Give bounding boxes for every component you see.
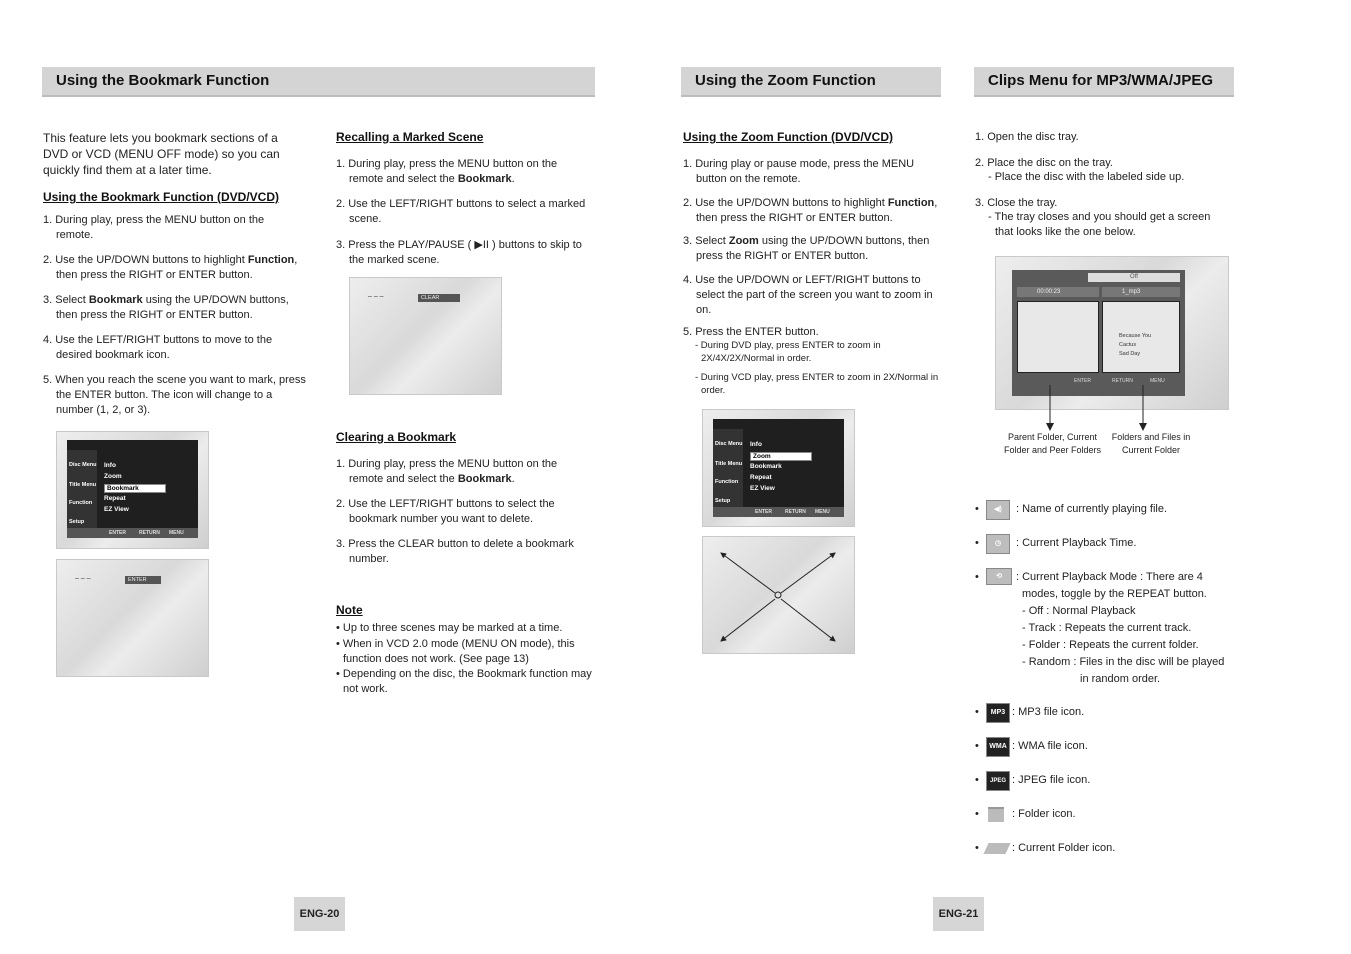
clips-step-1: 1. Open the disc tray. xyxy=(975,131,1079,143)
zoom-area-screenshot xyxy=(702,536,855,654)
file-item-2[interactable]: Cactus xyxy=(1119,342,1137,348)
clear-step-1: 1. During play, press the MENU button on the remote and select the Bookmark. xyxy=(336,458,558,485)
mode-folder: - Folder : Repeats the current folder. xyxy=(1022,639,1199,651)
zoom-subheading: Using the Zoom Function (DVD/VCD) xyxy=(683,130,893,144)
zoom-menu-screenshot xyxy=(702,409,855,527)
legend-repeat: : Current Playback Mode : There are 4 modes, toggle by the REPEAT button. xyxy=(1016,571,1207,600)
page-number-left: ENG-20 xyxy=(294,897,345,931)
menu-side-function: Function xyxy=(69,500,93,506)
zoom-menu-item-bookmark[interactable]: Bookmark xyxy=(750,463,782,470)
bullet: • xyxy=(975,503,979,515)
zoom-step-2: 2. Use the UP/DOWN buttons to highlight Function, then press the RIGHT or ENTER button. xyxy=(683,197,938,224)
bullet: • xyxy=(975,537,979,549)
file-item-1[interactable]: Because You xyxy=(1119,333,1152,339)
zoom-note-vcd: - During VCD play, press ENTER to zoom in 2X/Normal in order. xyxy=(695,372,939,396)
mp3-icon: MP3 xyxy=(986,703,1010,723)
magnifier-icon xyxy=(775,592,781,598)
recall-step-1: 1. During play, press the MENU button on the remote and select the Bookmark. xyxy=(336,158,558,185)
zoom-menu-item-zoom[interactable]: Zoom xyxy=(750,452,812,461)
bookmark-subheading: Using the Bookmark Function (DVD/VCD) xyxy=(43,190,280,204)
zoom-step-3: 3. Select Zoom using the UP/DOWN buttons, then press the RIGHT or ENTER button. xyxy=(683,235,930,262)
clips-step-3-note: - The tray closes and you should get a screen that looks like the one below. xyxy=(988,211,1211,238)
bookmark-step-2: 2. Use the UP/DOWN buttons to highlight Function, then press the RIGHT or ENTER button. xyxy=(43,254,298,281)
bookmark-osd-screenshot xyxy=(56,559,209,677)
menu-item-bookmark[interactable]: Bookmark xyxy=(104,484,166,493)
zoom-arrows-diagram xyxy=(703,537,854,653)
enter-key-label: ENTER xyxy=(125,576,161,584)
menu-side-disc: Disc Menu xyxy=(69,462,97,468)
zoom-step-5: 5. Press the ENTER button. xyxy=(683,326,819,338)
time-display: 00:00:23 xyxy=(1017,287,1099,297)
clear-step-3: 3. Press the CLEAR button to delete a bookmark number. xyxy=(336,538,574,565)
recall-osd-screenshot xyxy=(349,277,502,395)
zoom-menu-bottom-bar: ENTER RETURN MENU xyxy=(713,507,844,517)
bullet: • xyxy=(975,706,979,718)
clips-menu xyxy=(1012,270,1185,396)
menu-item-ezview[interactable]: EZ View xyxy=(104,506,129,513)
bullet: • xyxy=(975,774,979,786)
recall-marks: – – – xyxy=(368,293,384,300)
legend-mp3: : MP3 file icon. xyxy=(1012,706,1085,718)
speaker-icon: ◀) xyxy=(986,500,1010,520)
legend-current-folder: : Current Folder icon. xyxy=(1012,842,1116,854)
zoom-menu-item-ezview[interactable]: EZ View xyxy=(750,485,775,492)
zoom-menu-item-info[interactable]: Info xyxy=(750,441,762,448)
bookmark-intro: This feature lets you bookmark sections of a DVD or VCD (MENU OFF mode) so you can quickly find them at a later time. xyxy=(43,131,280,177)
clips-step-2-note: - Place the disc with the labeled side up. xyxy=(988,171,1185,183)
bookmark-step-5: 5. When you reach the scene you want to mark, press the ENTER button. The icon will change to a number (1, 2, or 3). xyxy=(43,374,306,416)
zoom-menu-side-setup: Setup xyxy=(715,498,731,504)
bullet: • xyxy=(975,571,979,583)
menu-item-zoom[interactable]: Zoom xyxy=(104,473,122,480)
legend-clock: : Current Playback Time. xyxy=(1016,537,1137,549)
bullet: • xyxy=(975,740,979,752)
zoom-note-dvd: - During DVD play, press ENTER to zoom in 2X/4X/2X/Normal in order. xyxy=(695,340,881,364)
zoom-menu-side-title: Title Menu xyxy=(715,461,743,467)
folder-panel[interactable] xyxy=(1017,301,1099,373)
note-1: • Up to three scenes may be marked at a time. xyxy=(336,622,563,634)
file-item-3[interactable]: Sad Day xyxy=(1119,351,1141,357)
legend-folder: : Folder icon. xyxy=(1012,808,1076,820)
legend-jpeg: : JPEG file icon. xyxy=(1012,774,1091,786)
note-heading: Note xyxy=(336,603,363,617)
clips-step-3: 3. Close the tray. xyxy=(975,197,1058,209)
menu-side-setup: Setup xyxy=(69,519,85,525)
page-number-right: ENG-21 xyxy=(933,897,984,931)
folder-icon xyxy=(988,807,1004,822)
mode-track: - Track : Repeats the current track. xyxy=(1022,622,1192,634)
note-3: • Depending on the disc, the Bookmark function may not work. xyxy=(336,668,592,695)
zoom-header: Using the Zoom Function xyxy=(681,67,941,97)
playback-mode-bar: Off xyxy=(1088,273,1180,282)
clear-subheading: Clearing a Bookmark xyxy=(336,430,457,444)
bookmark-marks: – – – xyxy=(75,575,91,582)
function-menu xyxy=(67,440,198,538)
bookmark-step-1: 1. During play, press the MENU button on the remote. xyxy=(43,214,265,241)
zoom-menu-side-disc: Disc Menu xyxy=(715,441,743,447)
bookmark-step-4: 4. Use the LEFT/RIGHT buttons to move to the desired bookmark icon. xyxy=(43,334,273,361)
mode-random-cont: in random order. xyxy=(1080,673,1161,685)
callout-left-label: Parent Folder, Current Folder and Peer Folders xyxy=(1003,432,1102,455)
repeat-icon: ⟲ xyxy=(986,568,1012,585)
legend-wma: : WMA file icon. xyxy=(1012,740,1088,752)
clock-icon: ◷ xyxy=(986,534,1010,554)
bullet: • xyxy=(975,842,979,854)
clips-step-2: 2. Place the disc on the tray. xyxy=(975,157,1113,169)
clips-header: Clips Menu for MP3/WMA/JPEG xyxy=(974,67,1234,97)
bookmark-header: Using the Bookmark Function xyxy=(42,67,595,97)
file-panel[interactable] xyxy=(1102,301,1180,373)
zoom-function-menu xyxy=(713,419,844,517)
note-2: • When in VCD 2.0 mode (MENU ON mode), this function does not work. (See page 13) xyxy=(336,638,575,665)
legend-speaker: : Name of currently playing file. xyxy=(1016,503,1168,515)
mode-off: - Off : Normal Playback xyxy=(1022,605,1136,617)
file-display: 1_mp3 xyxy=(1102,287,1180,297)
menu-bottom-bar: ENTER RETURN MENU xyxy=(67,528,198,538)
bullet: • xyxy=(975,808,979,820)
zoom-step-1: 1. During play or pause mode, press the MENU button on the remote. xyxy=(683,158,915,185)
bookmark-menu-screenshot xyxy=(56,431,209,549)
menu-item-repeat[interactable]: Repeat xyxy=(104,495,126,502)
menu-item-info[interactable]: Info xyxy=(104,462,116,469)
clips-bottom-bar: ENTER RETURN MENU xyxy=(1074,378,1165,384)
zoom-step-4: 4. Use the UP/DOWN or LEFT/RIGHT buttons to select the part of the screen you want to zoom in on. xyxy=(683,274,933,316)
wma-icon: WMA xyxy=(986,737,1010,757)
menu-side-title: Title Menu xyxy=(69,482,97,488)
recall-subheading: Recalling a Marked Scene xyxy=(336,130,484,144)
recall-step-3: 3. Press the PLAY/PAUSE ( ▶II ) buttons to skip to the marked scene. xyxy=(336,239,582,266)
zoom-menu-item-repeat[interactable]: Repeat xyxy=(750,474,772,481)
callout-arrows xyxy=(1040,385,1160,435)
clear-step-2: 2. Use the LEFT/RIGHT buttons to select the bookmark number you want to delete. xyxy=(336,498,555,525)
clear-key-label: CLEAR xyxy=(418,294,460,302)
current-folder-icon xyxy=(983,843,1010,854)
zoom-menu-side-function: Function xyxy=(715,479,739,485)
bookmark-step-3: 3. Select Bookmark using the UP/DOWN buttons, then press the RIGHT or ENTER button. xyxy=(43,294,289,321)
jpeg-icon: JPEG xyxy=(986,771,1010,791)
recall-step-2: 2. Use the LEFT/RIGHT buttons to select a marked scene. xyxy=(336,198,586,225)
mode-random: - Random : Files in the disc will be played xyxy=(1022,656,1225,668)
callout-right-label: Folders and Files in Current Folder xyxy=(1111,432,1191,455)
